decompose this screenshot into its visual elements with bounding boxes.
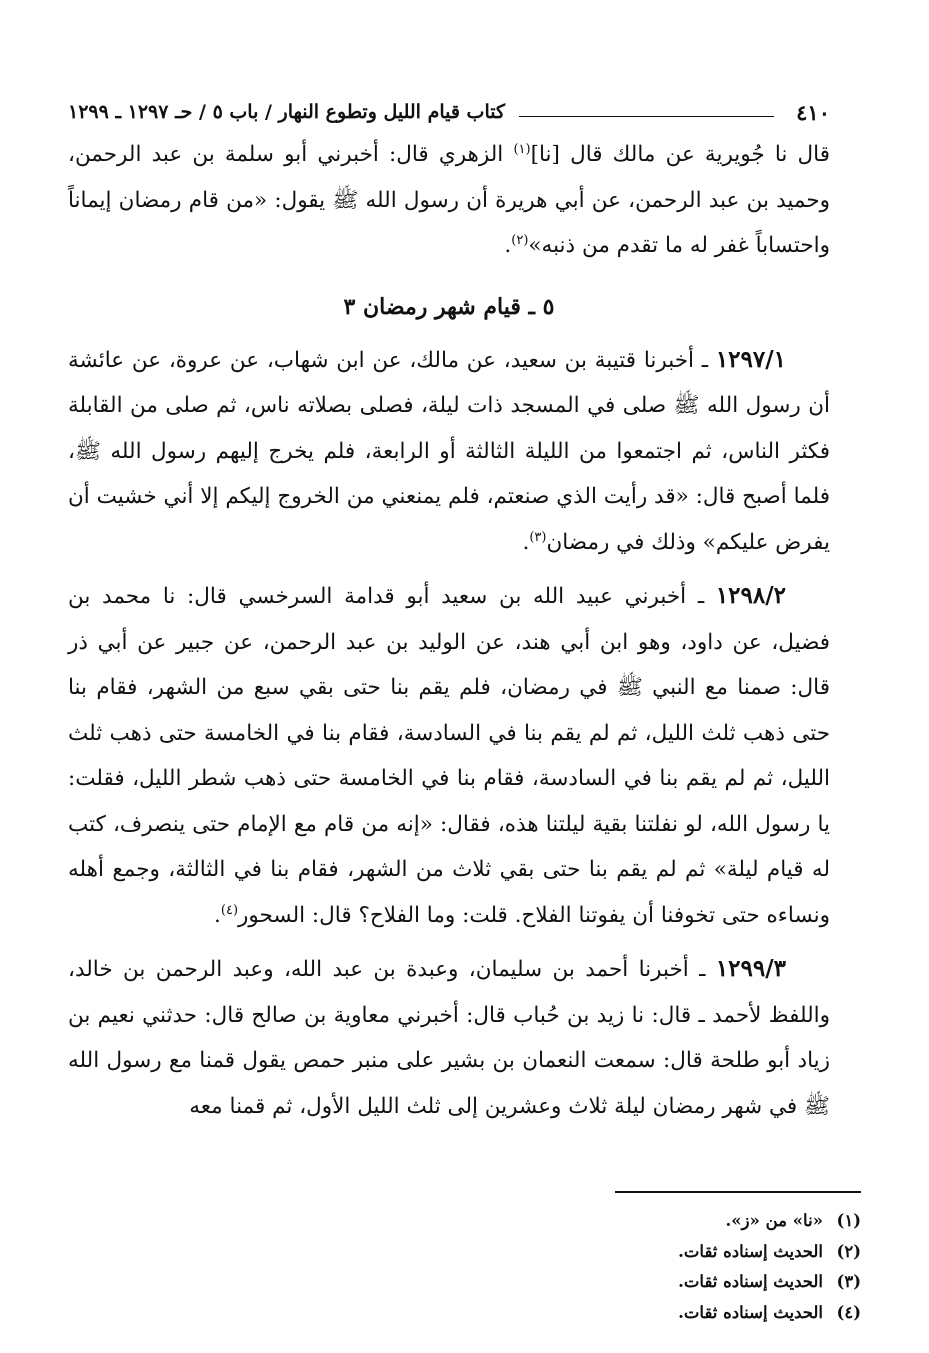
footnote-text: الحديث إسناده ثقات. bbox=[678, 1272, 823, 1291]
hadith-text: ـ أخبرنا أحمد بن سليمان، وعبدة بن عبد الله، وعبد الرحمن بن خالد، واللفظ لأحمد ـ قال: نا زيد بن حُباب قال: أخبرني معاوية بن صالح قال: حدثني نعيم بن زياد أبو طلحة قال: سمعت النعمان بن بشير على منبر حمص يقول قمنا مع رسول الله ﷺ في شهر رمضان ليلة ثلاث وعشرين إلى ثلث الليل الأول، ثم قمنا معه bbox=[68, 957, 830, 1119]
footnote-item bbox=[461, 1206, 861, 1237]
hadith-number: ١٢٩٨/٢ bbox=[715, 582, 786, 609]
footnote-item bbox=[461, 1298, 861, 1329]
intro-text-end: . bbox=[504, 233, 512, 258]
intro-text-start: قال نا جُويرية عن مالك قال [نا] bbox=[530, 142, 830, 167]
footnote-ref-2: (٢) bbox=[511, 232, 529, 248]
footnote-number: (٢) bbox=[836, 1241, 861, 1261]
footnote-text: «نا» من «ز». bbox=[725, 1211, 823, 1230]
footnote-number: (١) bbox=[836, 1211, 861, 1230]
footnote-number: (٣) bbox=[836, 1272, 861, 1291]
footnote-ref-4: (٤) bbox=[220, 902, 239, 918]
hadith-number: ١٢٩٩/٣ bbox=[715, 955, 786, 982]
hadith-end: . bbox=[214, 902, 221, 928]
hadith-number: ١٢٩٧/١ bbox=[715, 345, 786, 373]
footnote-text: الحديث إسناده ثقات. bbox=[678, 1241, 823, 1261]
running-header bbox=[68, 92, 830, 132]
hadith-paragraph-1298 bbox=[68, 573, 830, 938]
hadith-paragraph-1299 bbox=[68, 946, 830, 1129]
section-heading: ٥ ـ قيام شهر رمضان ٣ bbox=[343, 293, 555, 320]
footnote-separator bbox=[615, 1191, 861, 1193]
footnote-number: (٤) bbox=[836, 1302, 861, 1322]
hadith-text: ـ أخبرني عبيد الله بن سعيد أبو قدامة السرخسي قال: نا محمد بن فضيل، عن داود، وهو ابن أبي هند، عن الوليد بن عبد الرحمن، عن جبير عن أبي ذر قال: صمنا مع النبي ﷺ في رمضان، فلم يقم بنا حتى بقي سبع من الشهر، فقام بنا حتى ذهب ثلث الليل، ثم لم يقم بنا في السادسة، فقام بنا في الخامسة حتى ذهب ثلث الليل، ثم لم يقم بنا في السادسة، فقام بنا في الخامسة حتى ذهب شطر الليل، فقلت: يا رسول الله، لو نفلتنا بقية ليلتنا هذه، فقال: «إنه من قام مع الإمام حتى ينصرف، كتب له قيام ليلة» ثم لم يقم بنا حتى بقي ثلاث من الشهر، فقام بنا في الثالثة، وجمع أهله ونساءه حتى تخوفنا أن يفوتنا الفلاح. قلت: وما الفلاح؟ قال: السحور bbox=[68, 584, 830, 928]
page-number: ٤١٠ bbox=[796, 99, 830, 125]
intro-text-body: الزهري قال: أخبرني أبو سلمة بن عبد الرحمن، وحميد بن عبد الرحمن، عن أبي هريرة أن رسول الله ﷺ يقول: «من قام رمضان إيماناً واحتساباً غفر له ما تقدم من ذنبه» bbox=[68, 142, 830, 258]
hadith-paragraph-1297 bbox=[68, 337, 830, 566]
footnote-ref-3: (٣) bbox=[529, 529, 547, 545]
hadith-text: ـ أخبرنا قتيبة بن سعيد، عن مالك، عن ابن شهاب، عن عروة، عن عائشة أن رسول الله ﷺ صلى في المسجد ذات ليلة، فصلى بصلاته ناس، ثم صلى من القابلة فكثر الناس، ثم اجتمعوا من الليلة الثالثة أو الرابعة، فلم يخرج إليهم رسول الله ﷺ، فلما أصبح قال: «قد رأيت الذي صنعتم، فلم يمنعني من الخروج إليكم إلا أني خشيت أن يفرض عليكم» وذلك في رمضان bbox=[68, 347, 830, 555]
footnotes bbox=[461, 1206, 861, 1328]
header-rule bbox=[519, 116, 774, 117]
running-title: كتاب قيام الليل وتطوع النهار / باب ٥ / حـ ١٢٩٧ ـ ١٢٩٩ bbox=[68, 101, 506, 123]
footnote-ref-1: (١) bbox=[513, 141, 531, 157]
page-content bbox=[68, 92, 830, 1129]
intro-paragraph bbox=[68, 132, 830, 269]
footnote-item bbox=[461, 1267, 861, 1298]
hadith-end: . bbox=[522, 529, 530, 555]
footnote-item bbox=[461, 1237, 861, 1268]
footnote-text: الحديث إسناده ثقات. bbox=[678, 1302, 823, 1322]
